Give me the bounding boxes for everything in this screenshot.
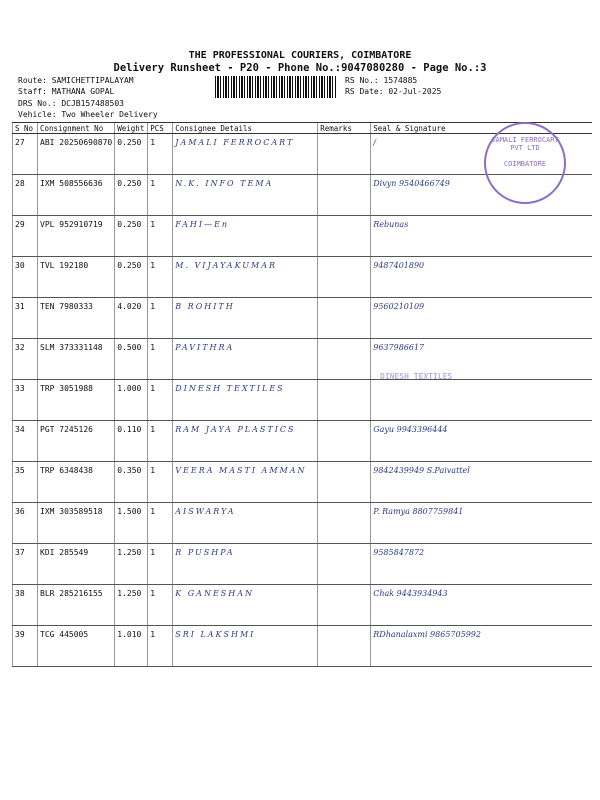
- row-weight: 0.250: [115, 134, 148, 175]
- staff-label: Staff: MATHANA GOPAL: [18, 87, 115, 96]
- row-pcs: 1: [148, 462, 173, 503]
- row-sno: 36: [13, 503, 38, 544]
- row-sno: 30: [13, 257, 38, 298]
- row-signature: Rebunas: [371, 216, 592, 257]
- row-pcs: 1: [148, 503, 173, 544]
- row-consignee: DINESH TEXTILES: [173, 380, 318, 421]
- runsheet-subtitle: Delivery Runsheet - P20 - Phone No.:9047080280 - Page No.:3: [113, 62, 487, 74]
- row-remarks: [318, 298, 371, 339]
- row-consignment-no: SLM 373331148: [38, 339, 115, 380]
- row-consignment-no: TVL 192180: [38, 257, 115, 298]
- row-signature: Gayu 9943396444: [371, 421, 592, 462]
- col-consignment: Consignment No: [38, 123, 115, 134]
- table-row: [13, 257, 593, 298]
- row-remarks: [318, 421, 371, 462]
- row-consignee: M. VIJAYAKUMAR: [173, 257, 318, 298]
- col-signature: Seal & Signature: [371, 123, 592, 134]
- row-consignee: RAM JAYA PLASTICS: [173, 421, 318, 462]
- seal-line2: COIMBATORE: [503, 160, 547, 168]
- row-consignment-no: KDI 285549: [38, 544, 115, 585]
- route-label: Route: SAMICHETTIPALAYAM: [18, 76, 134, 85]
- row-remarks: [318, 134, 371, 175]
- seal-line1: JAMALI FERROCART PVT LTD: [491, 136, 559, 152]
- row-sno: 35: [13, 462, 38, 503]
- dinesh-textiles-seal: DINESH TEXTILES: [380, 372, 453, 381]
- company-title: THE PROFESSIONAL COURIERS, COIMBATORE: [188, 50, 412, 61]
- table-row: [13, 216, 593, 257]
- row-sno: 39: [13, 626, 38, 667]
- row-weight: 1.000: [115, 380, 148, 421]
- row-remarks: [318, 544, 371, 585]
- row-weight: 0.250: [115, 257, 148, 298]
- row-sno: 28: [13, 175, 38, 216]
- row-signature: 9842439949 S.Paivattel: [371, 462, 592, 503]
- col-pcs: PCS: [148, 123, 173, 134]
- row-remarks: [318, 380, 371, 421]
- row-weight: 0.250: [115, 216, 148, 257]
- row-consignment-no: TRP 6348438: [38, 462, 115, 503]
- row-consignee: R PUSHPA: [173, 544, 318, 585]
- row-pcs: 1: [148, 544, 173, 585]
- row-consignee: K GANESHAN: [173, 585, 318, 626]
- rs-number: RS No.: 1574885: [345, 76, 418, 85]
- row-weight: 1.010: [115, 626, 148, 667]
- row-remarks: [318, 257, 371, 298]
- row-signature: Chak 9443934943: [371, 585, 592, 626]
- table-row: [13, 462, 593, 503]
- row-pcs: 1: [148, 585, 173, 626]
- drs-label: DRS No.: DCJB157488503: [18, 99, 124, 108]
- row-sno: 38: [13, 585, 38, 626]
- table-row: [13, 380, 593, 421]
- row-sno: 33: [13, 380, 38, 421]
- row-signature: [371, 380, 592, 421]
- table-row: [13, 544, 593, 585]
- row-remarks: [318, 175, 371, 216]
- row-consignee: B ROHITH: [173, 298, 318, 339]
- vehicle-label: Vehicle: Two Wheeler Delivery: [18, 110, 158, 119]
- row-consignee: VEERA MASTI AMMAN: [173, 462, 318, 503]
- row-signature: 9585847872: [371, 544, 592, 585]
- rs-date: RS Date: 02-Jul-2025: [345, 87, 442, 96]
- row-weight: 0.350: [115, 462, 148, 503]
- row-remarks: [318, 339, 371, 380]
- row-consignment-no: BLR 285216155: [38, 585, 115, 626]
- row-pcs: 1: [148, 216, 173, 257]
- row-pcs: 1: [148, 134, 173, 175]
- table-row: [13, 626, 593, 667]
- runsheet-table: [12, 122, 592, 667]
- row-consignment-no: IXM 303589518: [38, 503, 115, 544]
- row-consignee: N.K. INFO TEMA: [173, 175, 318, 216]
- row-consignment-no: TCG 445005: [38, 626, 115, 667]
- row-sno: 32: [13, 339, 38, 380]
- company-seal: [484, 122, 566, 204]
- table-row: [13, 339, 593, 380]
- row-weight: 1.250: [115, 544, 148, 585]
- row-consignment-no: TEN 7980333: [38, 298, 115, 339]
- col-consignee: Consignee Details: [173, 123, 318, 134]
- row-pcs: 1: [148, 380, 173, 421]
- row-signature: 9487401890: [371, 257, 592, 298]
- row-pcs: 1: [148, 298, 173, 339]
- table-row: [13, 421, 593, 462]
- row-remarks: [318, 503, 371, 544]
- row-consignee: PAVITHRA: [173, 339, 318, 380]
- row-sno: 31: [13, 298, 38, 339]
- row-signature: /: [371, 134, 592, 175]
- row-weight: 0.110: [115, 421, 148, 462]
- row-consignee: JAMALI FERROCART: [173, 134, 318, 175]
- row-pcs: 1: [148, 626, 173, 667]
- row-signature: 9560210109: [371, 298, 592, 339]
- row-consignee: SRI LAKSHMI: [173, 626, 318, 667]
- row-pcs: 1: [148, 339, 173, 380]
- row-sno: 29: [13, 216, 38, 257]
- row-sno: 34: [13, 421, 38, 462]
- row-consignment-no: PGT 7245126: [38, 421, 115, 462]
- table-row: [13, 585, 593, 626]
- row-weight: 1.500: [115, 503, 148, 544]
- col-sno: S No: [13, 123, 38, 134]
- row-consignee: AISWARYA: [173, 503, 318, 544]
- row-weight: 1.250: [115, 585, 148, 626]
- row-consignment-no: ABI 20250690870: [38, 134, 115, 175]
- col-remarks: Remarks: [318, 123, 371, 134]
- row-pcs: 1: [148, 257, 173, 298]
- row-consignee: FAHI—En: [173, 216, 318, 257]
- row-remarks: [318, 585, 371, 626]
- barcode-image: [215, 76, 337, 98]
- row-consignment-no: TRP 3051988: [38, 380, 115, 421]
- row-remarks: [318, 216, 371, 257]
- row-weight: 4.020: [115, 298, 148, 339]
- row-signature: Divyn 9540466749: [371, 175, 592, 216]
- row-signature: 9637986617: [371, 339, 592, 380]
- row-signature: RDhanalaxmi 9865705992: [371, 626, 592, 667]
- row-pcs: 1: [148, 421, 173, 462]
- row-pcs: 1: [148, 175, 173, 216]
- row-weight: 0.500: [115, 339, 148, 380]
- row-consignment-no: IXM 508556636: [38, 175, 115, 216]
- row-remarks: [318, 626, 371, 667]
- col-weight: Weight: [115, 123, 148, 134]
- table-row: [13, 503, 593, 544]
- row-sno: 37: [13, 544, 38, 585]
- row-sno: 27: [13, 134, 38, 175]
- row-consignment-no: VPL 952910719: [38, 216, 115, 257]
- row-signature: P. Ramya 8807759841: [371, 503, 592, 544]
- row-remarks: [318, 462, 371, 503]
- table-row: [13, 298, 593, 339]
- row-weight: 0.250: [115, 175, 148, 216]
